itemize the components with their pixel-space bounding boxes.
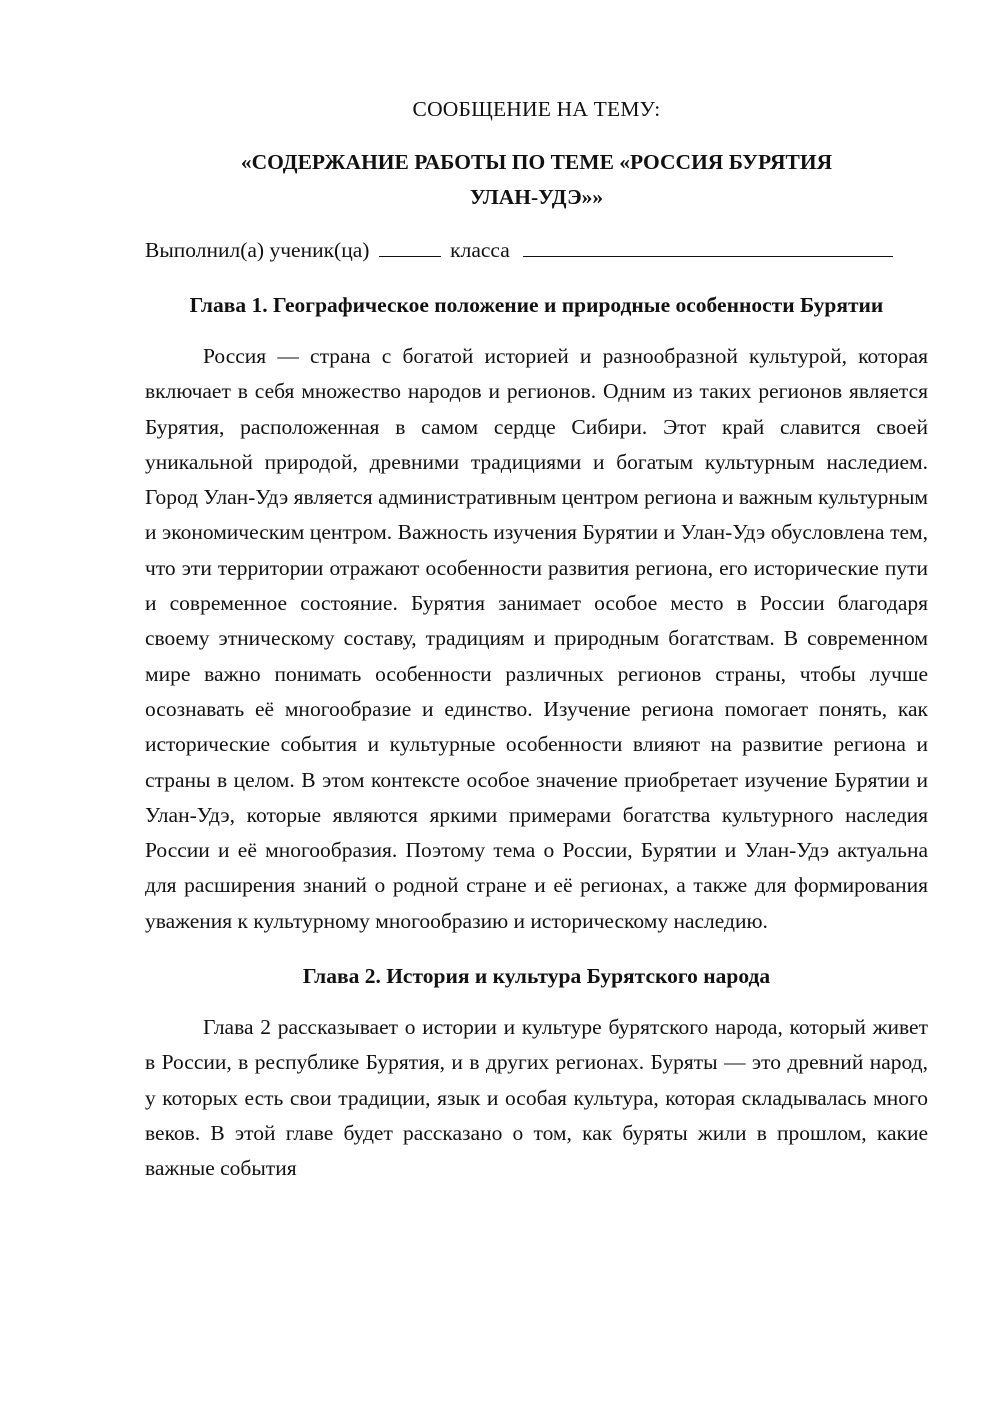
author-class-label: класса <box>450 238 510 262</box>
author-prefix: Выполнил(а) ученик(ца) <box>145 238 370 262</box>
class-number-blank <box>379 234 441 257</box>
author-line <box>145 233 928 268</box>
chapter-1-heading: Глава 1. Географическое положение и природные особенности Бурятии <box>189 293 884 317</box>
document-page <box>145 92 928 1187</box>
document-title-line-2: «СОДЕРЖАНИЕ РАБОТЫ ПО ТЕМЕ «РОССИЯ БУРЯТИЯ <box>240 150 833 174</box>
class-name-blank <box>523 234 893 257</box>
chapter-2-heading: Глава 2. История и культура Бурятского народа <box>302 964 771 989</box>
chapter-1-paragraph: Россия — страна с богатой историей и разнообразной культурой, которая включает в себя множество народов и регионов. Одним из таких регионов является Бурятия, расположенная в самом сердце Сибири. Этот край славится своей уникальной природой, древними традициями и богатым культурным наследием. Город Улан-Удэ является административным центром региона и важным культурным и экономическим центром. Важность изучения Бурятии и Улан-Удэ обусловлена тем, что эти территории отражают особенности развития региона, его исторические пути и современное состояние. Бурятия занимает особое место в России благодаря своему этническому составу, традициям и природным богатствам. В современном мире важно понимать особенности различных регионов страны, чтобы лучше осознавать её многообразие и единство. Изучение региона помогает понять, как исторические события и культурные особенности влияют на развитие региона и страны в целом. В этом контексте особое значение приобретает изучение Бурятии и Улан-Удэ, которые являются яркими примерами богатства культурного наследия России и её многообразия. Поэтому тема о России, Бурятии и Улан-Удэ актуальна для расширения знаний о родной стране и её регионах, а также для формирования уважения к культурному многообразию и историческому наследию. <box>145 344 928 933</box>
document-title-line-1: СООБЩЕНИЕ НА ТЕМУ: <box>412 97 661 121</box>
chapter-2-paragraph: Глава 2 рассказывает о истории и культуре бурятского народа, который живет в России, в республике Бурятия, и в других регионах. Буряты — это древний народ, у которых есть свои традиции, язык и особая культура, которая складывалась много веков. В этой главе будет рассказано о том, как буряты жили в прошлом, какие важные события <box>145 1015 928 1181</box>
document-title-line-3: УЛАН-УДЭ»» <box>469 185 604 209</box>
